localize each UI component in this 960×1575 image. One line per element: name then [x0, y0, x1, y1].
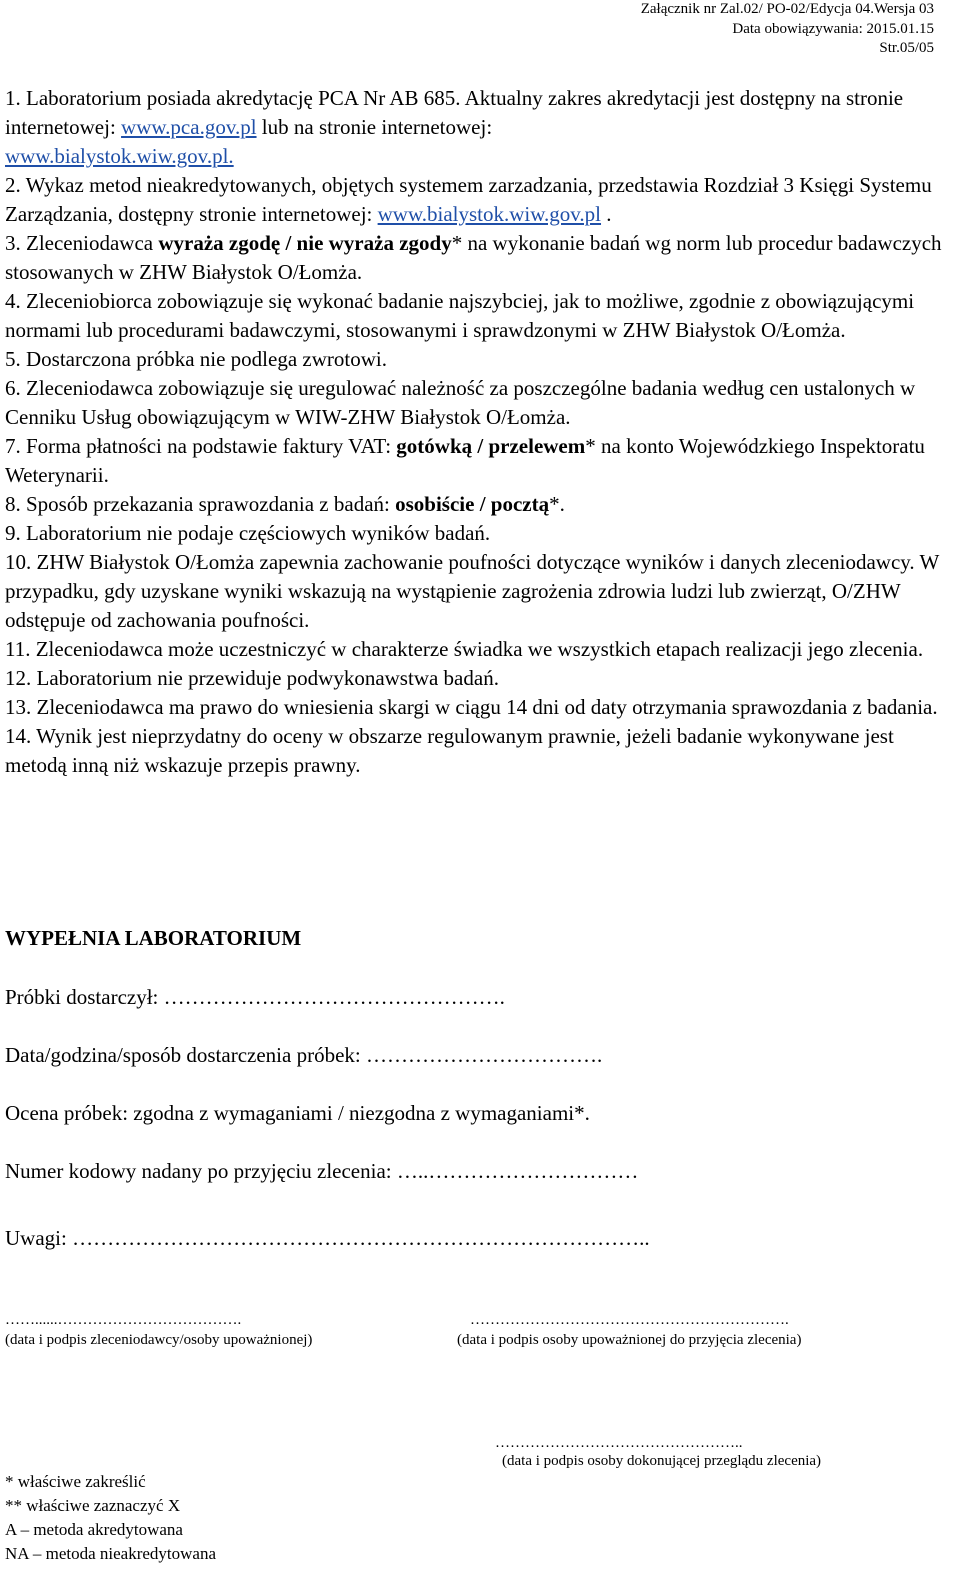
document-header: [534, 0, 934, 59]
term-4: 4. Zleceniobiorca zobowiązuje się wykonać badanie najszybciej, jak to możliwe, zgodnie z obowiązującymi normami lub procedurami badawczymi, stosowanymi i sprawdzonymi w ZHW Białystok O/Łomża.: [5, 289, 915, 342]
remarks-field[interactable]: Uwagi: ………………………………………………………………………..: [5, 1226, 650, 1250]
term-3: 3. Zleceniodawca wyraża zgodę / nie wyraża zgody* na wykonanie badań wg norm lub procedur badawczych stosowanych w ZHW Białystok O/Łomża.: [5, 231, 942, 284]
report-delivery-choice: osobiście / pocztą: [395, 492, 550, 516]
term-6: 6. Zleceniodawca zobowiązuje się uregulować należność za poszczególne badania według cen ustalonych w Cenniku Usług obowiązującym w WIW-ZHW Białystok O/Łomża.: [5, 376, 916, 429]
term-7: 7. Forma płatności na podstawie faktury VAT: gotówką / przelewem* na konto Wojewódzkiego Inspektoratu Weterynarii.: [5, 434, 925, 487]
term-13: 13. Zleceniodawca ma prawo do wniesienia skargi w ciągu 14 dni od daty otrzymania sprawozdania z badania.: [5, 695, 938, 719]
terms-list: [5, 84, 957, 780]
consent-choice: wyraża zgodę / nie wyraża zgody: [158, 231, 452, 255]
pca-link[interactable]: www.pca.gov.pl: [121, 115, 257, 139]
term-12: 12. Laboratorium nie przewiduje podwykonawstwa badań.: [5, 666, 499, 690]
review-signature-caption: (data i podpis osoby dokonującej przeglądu zlecenia): [502, 1453, 822, 1469]
sample-assessment-field[interactable]: Ocena próbek: zgodna z wymaganiami / niezgodna z wymaganiami*.: [5, 1101, 590, 1125]
review-signature-line[interactable]: …………………………………………..: [495, 1435, 743, 1451]
legend-circle: * właściwe zakreślić: [5, 1472, 146, 1491]
term-1: 1. Laboratorium posiada akredytację PCA Nr AB 685. Aktualny zakres akredytacji jest dostępny na stronie internetowej: www.pca.gov.pl lub na stronie internetowej: www.bialystok.wiw.gov.pl.: [5, 86, 904, 168]
legend-mark: ** właściwe zaznaczyć X: [5, 1496, 181, 1515]
effective-date: Data obowiązywania: 2015.01.15: [732, 20, 934, 37]
attachment-number: Załącznik nr Zal.02/ PO-02/Edycja 04.Wersja 03: [640, 1, 934, 17]
term-14: 14. Wynik jest nieprzydatny do oceny w obszarze regulowanym prawnie, jeżeli badanie wykonywane jest metodą inną niż wskazuje przepis prawny.: [5, 724, 894, 777]
page-number: Str.05/05: [879, 40, 934, 56]
legend-accredited: A – metoda akredytowana: [5, 1520, 183, 1539]
receiver-signature-line[interactable]: ……………………………………………………….: [470, 1312, 789, 1328]
wiw-link[interactable]: www.bialystok.wiw.gov.pl.: [5, 144, 234, 168]
term-11: 11. Zleceniodawca może uczestniczyć w charakterze świadka we wszystkich etapach realizacji jego zlecenia.: [5, 637, 924, 661]
code-number-field[interactable]: Numer kodowy nadany po przyjęciu zlecenia: …..…………………………: [5, 1159, 639, 1183]
lab-section-title: WYPEŁNIA LABORATORIUM: [5, 926, 302, 950]
term-2: 2. Wykaz metod nieakredytowanych, objętych systemem zarzadzania, przedstawia Rozdział 3 Księgi Systemu Zarządzania, dostępny stronie internetowej: www.bialystok.wiw.gov.pl .: [5, 173, 932, 226]
term-8: 8. Sposób przekazania sprawozdania z badań: osobiście / pocztą*.: [5, 492, 565, 516]
term-5: 5. Dostarczona próbka nie podlega zwrotowi.: [5, 347, 387, 371]
legend: [5, 1470, 216, 1566]
client-signature-caption: (data i podpis zleceniodawcy/osoby upoważnionej): [5, 1332, 313, 1348]
legend-non-accredited: NA – metoda nieakredytowana: [5, 1544, 217, 1563]
payment-choice: gotówką / przelewem: [396, 434, 586, 458]
term-10: 10. ZHW Białystok O/Łomża zapewnia zachowanie poufności dotyczące wyników i danych zleceniodawcy. W przypadku, gdy uzyskane wyniki wskazują na wystąpienie zagrożenia zdrowia ludzi lub zwierząt, O/ZHW odstępuje od zachowania poufności.: [5, 550, 939, 632]
client-signature-line[interactable]: ……......……………………………….: [5, 1312, 242, 1328]
samples-delivered-field[interactable]: Próbki dostarczył: ………………………………………….: [5, 985, 505, 1009]
receiver-signature-caption: (data i podpis osoby upoważnionej do przyjęcia zlecenia): [457, 1332, 802, 1348]
term-9: 9. Laboratorium nie podaje częściowych wyników badań.: [5, 521, 491, 545]
wiw-link-2[interactable]: www.bialystok.wiw.gov.pl: [377, 202, 602, 226]
delivery-details-field[interactable]: Data/godzina/sposób dostarczenia próbek: …………………………….: [5, 1043, 603, 1067]
